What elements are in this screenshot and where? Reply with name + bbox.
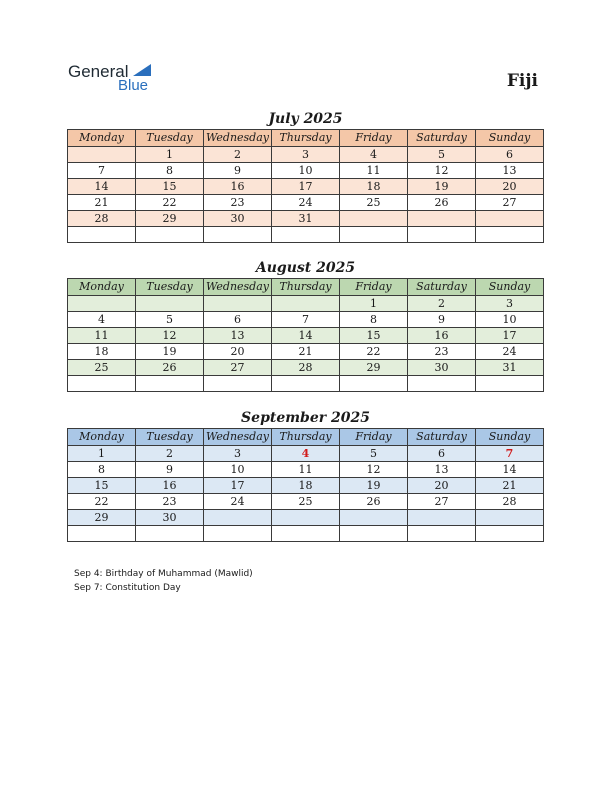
logo-blue-text: Blue: [118, 77, 149, 94]
day-cell: 25: [272, 494, 340, 510]
holiday-note: Sep 4: Birthday of Muhammad (Mawlid): [74, 569, 253, 579]
empty-day-cell: [408, 227, 476, 243]
weekday-header: Wednesday: [204, 429, 272, 446]
weekday-header: Sunday: [476, 279, 544, 296]
month-title: August 2025: [255, 260, 356, 276]
day-cell: 14: [476, 462, 544, 478]
day-cell: 27: [204, 360, 272, 376]
weekday-header: Sunday: [476, 429, 544, 446]
month-title: July 2025: [268, 111, 343, 127]
day-cell: 24: [476, 344, 544, 360]
day-cell: 6: [476, 147, 544, 163]
day-cell: 20: [204, 344, 272, 360]
day-cell: 4: [68, 312, 136, 328]
holiday-note: Sep 7: Constitution Day: [74, 583, 181, 593]
day-cell: 8: [340, 312, 408, 328]
week-row: [68, 195, 544, 211]
day-cell: 13: [408, 462, 476, 478]
week-row: [68, 446, 544, 462]
day-cell: 9: [408, 312, 476, 328]
weekday-header: Monday: [68, 429, 136, 446]
day-cell: 13: [476, 163, 544, 179]
day-cell: 29: [340, 360, 408, 376]
day-cell: 17: [204, 478, 272, 494]
day-cell: 28: [272, 360, 340, 376]
day-cell: 17: [476, 328, 544, 344]
day-cell: 10: [204, 462, 272, 478]
day-cell: 7: [68, 163, 136, 179]
day-cell: 25: [340, 195, 408, 211]
day-cell: 19: [136, 344, 204, 360]
day-cell: 30: [204, 211, 272, 227]
day-cell: 18: [340, 179, 408, 195]
empty-day-cell: [340, 510, 408, 526]
empty-day-cell: [476, 510, 544, 526]
week-row: [68, 376, 544, 392]
week-row: [68, 312, 544, 328]
day-cell: 10: [476, 312, 544, 328]
day-cell: 19: [340, 478, 408, 494]
day-cell: 20: [408, 478, 476, 494]
day-cell: 7: [476, 446, 544, 462]
day-cell: 31: [476, 360, 544, 376]
empty-day-cell: [408, 211, 476, 227]
day-cell: 12: [136, 328, 204, 344]
day-cell: 8: [136, 163, 204, 179]
calendar-table: [67, 278, 544, 392]
week-row: [68, 328, 544, 344]
empty-day-cell: [340, 227, 408, 243]
day-cell: 3: [272, 147, 340, 163]
day-cell: 3: [204, 446, 272, 462]
empty-day-cell: [204, 526, 272, 542]
weekday-header-row: [68, 130, 544, 147]
country-title: Fiji: [506, 71, 538, 91]
generalblue-logo: [68, 62, 168, 96]
day-cell: 28: [68, 211, 136, 227]
day-cell: 6: [204, 312, 272, 328]
empty-day-cell: [204, 227, 272, 243]
logo-triangle-icon: [133, 64, 151, 76]
empty-day-cell: [476, 376, 544, 392]
week-row: [68, 360, 544, 376]
day-cell: 5: [340, 446, 408, 462]
day-cell: 12: [340, 462, 408, 478]
empty-day-cell: [68, 526, 136, 542]
empty-day-cell: [476, 227, 544, 243]
day-cell: 22: [136, 195, 204, 211]
day-cell: 23: [204, 195, 272, 211]
day-cell: 24: [204, 494, 272, 510]
empty-day-cell: [340, 211, 408, 227]
empty-day-cell: [408, 376, 476, 392]
day-cell: 29: [68, 510, 136, 526]
day-cell: 21: [476, 478, 544, 494]
day-cell: 2: [136, 446, 204, 462]
weekday-header: Tuesday: [136, 279, 204, 296]
holiday-notes: [74, 567, 253, 595]
day-cell: 11: [68, 328, 136, 344]
weekday-header: Thursday: [272, 279, 340, 296]
day-cell: 4: [340, 147, 408, 163]
week-row: [68, 478, 544, 494]
weekday-header: Wednesday: [204, 130, 272, 147]
day-cell: 9: [204, 163, 272, 179]
empty-day-cell: [272, 510, 340, 526]
empty-day-cell: [68, 296, 136, 312]
empty-day-cell: [204, 376, 272, 392]
weekday-header-row: [68, 279, 544, 296]
week-row: [68, 163, 544, 179]
day-cell: 29: [136, 211, 204, 227]
day-cell: 4: [272, 446, 340, 462]
empty-day-cell: [204, 296, 272, 312]
day-cell: 30: [136, 510, 204, 526]
week-row: [68, 462, 544, 478]
day-cell: 15: [136, 179, 204, 195]
day-cell: 14: [272, 328, 340, 344]
weekday-header: Friday: [340, 429, 408, 446]
empty-day-cell: [272, 526, 340, 542]
day-cell: 2: [204, 147, 272, 163]
empty-day-cell: [204, 510, 272, 526]
weekday-header: Tuesday: [136, 130, 204, 147]
day-cell: 20: [476, 179, 544, 195]
day-cell: 5: [408, 147, 476, 163]
calendar-table: [67, 129, 544, 243]
week-row: [68, 526, 544, 542]
day-cell: 1: [340, 296, 408, 312]
weekday-header: Wednesday: [204, 279, 272, 296]
logo-general-text: General: [68, 62, 129, 81]
week-row: [68, 296, 544, 312]
month-calendar-august: [67, 259, 544, 392]
day-cell: 23: [136, 494, 204, 510]
weekday-header: Saturday: [408, 429, 476, 446]
day-cell: 2: [408, 296, 476, 312]
empty-day-cell: [408, 510, 476, 526]
empty-day-cell: [68, 227, 136, 243]
day-cell: 27: [408, 494, 476, 510]
day-cell: 10: [272, 163, 340, 179]
week-row: [68, 147, 544, 163]
empty-day-cell: [272, 227, 340, 243]
weekday-header: Tuesday: [136, 429, 204, 446]
empty-day-cell: [476, 211, 544, 227]
empty-day-cell: [340, 376, 408, 392]
day-cell: 26: [136, 360, 204, 376]
week-row: [68, 211, 544, 227]
empty-day-cell: [136, 227, 204, 243]
day-cell: 18: [68, 344, 136, 360]
day-cell: 16: [204, 179, 272, 195]
empty-day-cell: [136, 296, 204, 312]
month-title: September 2025: [241, 410, 370, 426]
day-cell: 9: [136, 462, 204, 478]
empty-day-cell: [408, 526, 476, 542]
week-row: [68, 344, 544, 360]
day-cell: 17: [272, 179, 340, 195]
day-cell: 26: [340, 494, 408, 510]
week-row: [68, 494, 544, 510]
empty-day-cell: [68, 147, 136, 163]
day-cell: 15: [68, 478, 136, 494]
day-cell: 22: [340, 344, 408, 360]
day-cell: 31: [272, 211, 340, 227]
day-cell: 21: [68, 195, 136, 211]
empty-day-cell: [136, 526, 204, 542]
day-cell: 11: [272, 462, 340, 478]
empty-day-cell: [272, 376, 340, 392]
calendar-table: [67, 428, 544, 542]
day-cell: 25: [68, 360, 136, 376]
day-cell: 21: [272, 344, 340, 360]
day-cell: 15: [340, 328, 408, 344]
day-cell: 24: [272, 195, 340, 211]
weekday-header: Monday: [68, 279, 136, 296]
weekday-header: Sunday: [476, 130, 544, 147]
day-cell: 13: [204, 328, 272, 344]
day-cell: 30: [408, 360, 476, 376]
weekday-header: Saturday: [408, 130, 476, 147]
day-cell: 7: [272, 312, 340, 328]
weekday-header: Friday: [340, 130, 408, 147]
day-cell: 23: [408, 344, 476, 360]
day-cell: 22: [68, 494, 136, 510]
day-cell: 3: [476, 296, 544, 312]
month-calendar-september: [67, 409, 544, 542]
day-cell: 5: [136, 312, 204, 328]
weekday-header: Friday: [340, 279, 408, 296]
weekday-header: Thursday: [272, 429, 340, 446]
day-cell: 16: [408, 328, 476, 344]
day-cell: 11: [340, 163, 408, 179]
day-cell: 27: [476, 195, 544, 211]
weekday-header: Thursday: [272, 130, 340, 147]
day-cell: 16: [136, 478, 204, 494]
week-row: [68, 510, 544, 526]
day-cell: 1: [68, 446, 136, 462]
weekday-header-row: [68, 429, 544, 446]
day-cell: 12: [408, 163, 476, 179]
day-cell: 14: [68, 179, 136, 195]
empty-day-cell: [272, 296, 340, 312]
empty-day-cell: [68, 376, 136, 392]
day-cell: 28: [476, 494, 544, 510]
day-cell: 8: [68, 462, 136, 478]
month-calendar-july: [67, 110, 544, 243]
day-cell: 26: [408, 195, 476, 211]
weekday-header: Saturday: [408, 279, 476, 296]
day-cell: 18: [272, 478, 340, 494]
week-row: [68, 179, 544, 195]
empty-day-cell: [340, 526, 408, 542]
week-row: [68, 227, 544, 243]
day-cell: 19: [408, 179, 476, 195]
day-cell: 6: [408, 446, 476, 462]
empty-day-cell: [136, 376, 204, 392]
empty-day-cell: [476, 526, 544, 542]
day-cell: 1: [136, 147, 204, 163]
weekday-header: Monday: [68, 130, 136, 147]
